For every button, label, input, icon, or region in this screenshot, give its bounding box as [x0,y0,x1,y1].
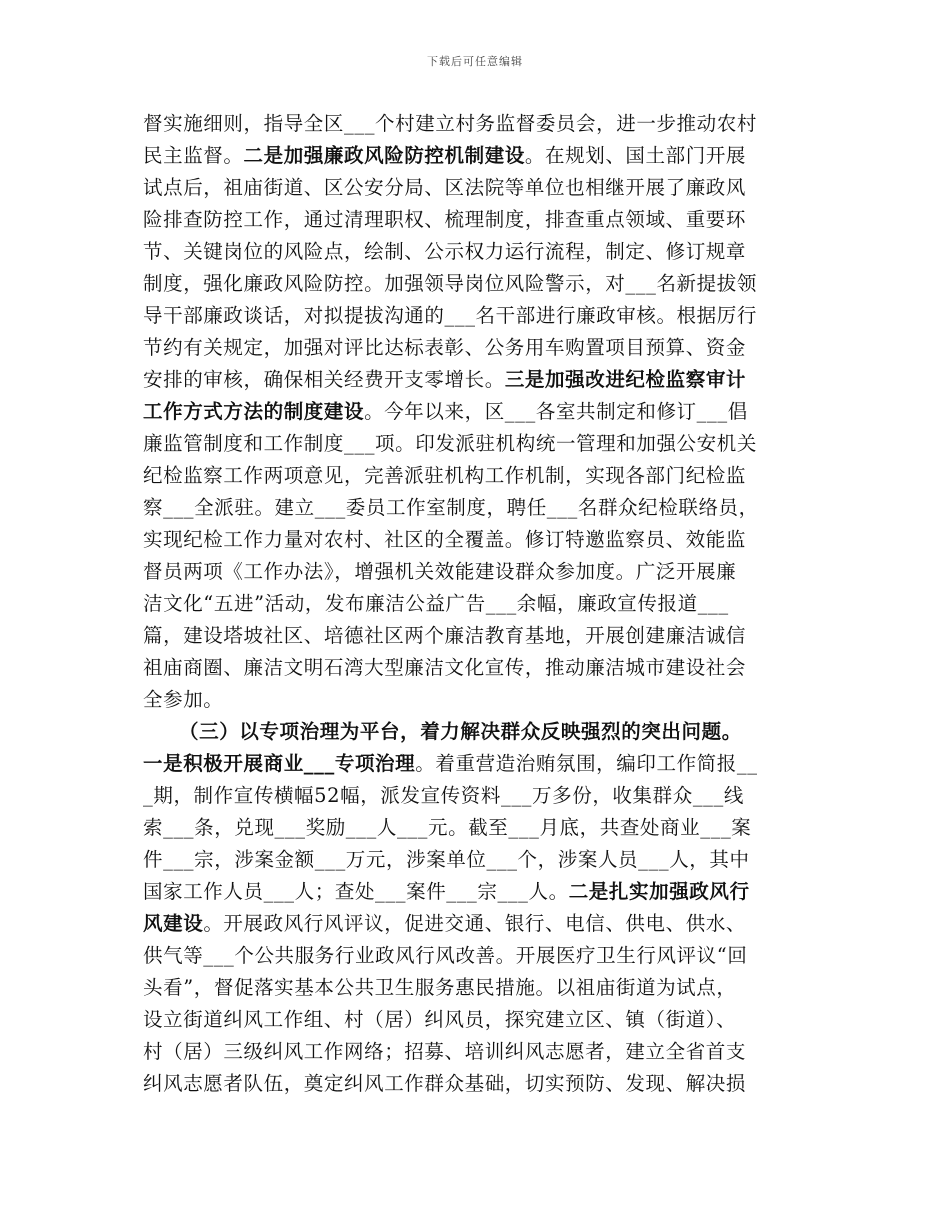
text-segment: 节约有关规定，加强对评比达标表彰、公务用车购置项目预算、资金 [143,336,747,359]
text-line [143,652,811,684]
text-line [143,492,811,524]
text-segment: 国家工作人员___人；查处___案件___宗___人。 [143,880,569,903]
text-segment: 篇，建设塔坡社区、培德社区两个廉洁教育基地，开展创建廉洁诚信 [143,624,747,647]
text-line [143,140,811,172]
text-segment: 设立街道纠风工作组、村（居）纠风员，探究建立区、镇（街道）、 [143,1008,737,1031]
text-line [143,1004,811,1036]
text-segment: 洁文化“五进”活动，发布廉洁公益广告___余幅，廉政宣传报道___ [143,592,729,615]
text-line [143,1068,811,1100]
text-segment: 督实施细则，指导全区___个村建立村务监督委员会，进一步推动农村 [143,112,757,135]
text-segment: 。着重营造治贿氛围，编印工作简报__ [415,752,758,775]
text-segment: 民主监督。 [143,144,244,167]
text-line [143,876,811,908]
text-segment: 纠风志愿者队伍，奠定纠风工作群众基础，切实预防、发现、解决损 [143,1072,747,1095]
text-segment: 督员两项《工作办法》，增强机关效能建设群众参加度。广泛开展廉 [143,560,737,583]
text-line [143,748,811,780]
text-line [143,620,811,652]
text-line [143,108,811,140]
text-segment: 索___条，兑现___奖励___人___元。截至___月底，共查处商业___案 [143,816,752,839]
text-segment: 。开展政风行风评议，促进交通、银行、电信、供电、供水、 [203,912,747,935]
text-line [143,716,811,748]
text-line [143,300,811,332]
bold-text-segment: 三是加强改进纪检监察审计 [504,368,747,391]
text-line [143,812,811,844]
text-line [143,524,811,556]
text-line [143,172,811,204]
text-segment: 险排查防控工作，通过清理职权、梳理制度，排查重点领域、重要环 [143,208,747,231]
bold-text-segment: 工作方式方法的制度建设 [143,400,365,423]
bold-text-segment: （三）以专项治理为平台，着力解决群众反映强烈的突出问题。 [179,720,742,743]
text-line [143,396,811,428]
text-segment: 件___宗，涉案金额___万元，涉案单位___个，涉案人员___人，其中 [143,848,750,871]
text-segment: 。今年以来，区___各室共制定和修订___倡 [364,400,748,423]
text-line [143,364,811,396]
text-line [143,844,811,876]
text-line [143,684,811,716]
text-line [143,780,811,812]
text-segment: 节、关键岗位的风险点，绘制、公示权力运行流程，制定、修订规章 [143,240,747,263]
text-line [143,204,811,236]
text-segment: 供气等___个公共服务行业政风行风改善。开展医疗卫生行风评议“回 [143,944,748,967]
text-line [143,236,811,268]
text-line [143,1036,811,1068]
text-segment: 试点后，祖庙街道、区公安分局、区法院等单位也相继开展了廉政风 [143,176,747,199]
text-segment: 全参加。 [143,688,224,711]
text-line [143,460,811,492]
text-line [143,332,811,364]
text-line [143,556,811,588]
text-segment: 头看”，督促落实基本公共卫生服务惠民措施。以祖庙街道为试点， [143,976,737,999]
text-segment: 纪检监察工作两项意见，完善派驻机构工作机制，实现各部门纪检监 [143,464,747,487]
document-body [143,108,811,1100]
text-line [143,972,811,1004]
text-segment: 廉监管制度和工作制度___项。印发派驻机构统一管理和加强公安机关 [143,432,757,455]
text-line [143,908,811,940]
text-segment: 村（居）三级纠风工作网络；招募、培训纠风志愿者，建立全省首支 [143,1040,747,1063]
text-line [143,588,811,620]
bold-text-segment: 风建设 [143,912,204,935]
text-segment: 制度，强化廉政风险防控。加强领导岗位风险警示，对___名新提拔领 [143,272,757,295]
text-segment: 导干部廉政谈话，对拟提拔沟通的___名干部进行廉政审核。根据厉行 [143,304,757,327]
text-segment: 祖庙商圈、廉洁文明石湾大型廉洁文化宣传，推动廉洁城市建设社会 [143,656,747,679]
bold-text-segment: 二是加强廉政风险防控机制建设 [243,144,525,167]
bold-text-segment: 二是扎实加强政风行 [568,880,750,903]
bold-text-segment: 一是积极开展商业___专项治理 [143,752,416,775]
text-line [143,428,811,460]
text-segment: 实现纪检工作力量对农村、社区的全覆盖。修订特邀监察员、效能监 [143,528,747,551]
text-line [143,940,811,972]
text-segment: 。在规划、国土部门开展 [524,144,747,167]
text-segment: 安排的审核，确保相关经费开支零增长。 [143,368,505,391]
page-header: 下载后可任意编辑 [427,55,523,68]
text-segment: _期，制作宣传横幅52幅，派发宣传资料___万多份，收集群众___线 [143,784,744,807]
text-line [143,268,811,300]
text-segment: 察___全派驻。建立___委员工作室制度，聘任___名群众纪检联络员， [143,496,759,519]
